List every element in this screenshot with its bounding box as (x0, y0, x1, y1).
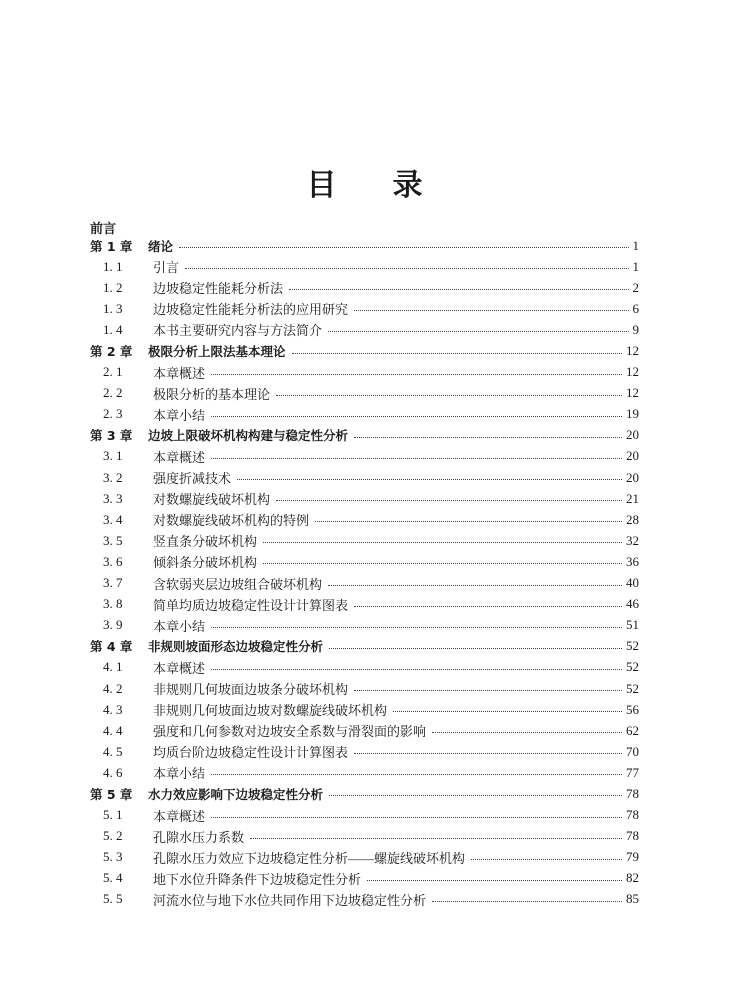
page-number: 78 (626, 785, 639, 801)
leader-dots (354, 606, 622, 607)
toc-section-entry[interactable] (90, 530, 639, 551)
toc-section-entry[interactable] (90, 657, 639, 678)
leader-dots (211, 817, 622, 818)
entry-number: 5. 3 (103, 849, 123, 865)
page-number: 20 (626, 469, 639, 485)
leader-dots (329, 648, 622, 649)
entry-number: 4. 2 (103, 680, 123, 696)
entry-title: 本章小结 (153, 618, 206, 634)
entry-number: 2. 3 (103, 406, 123, 422)
page-number: 78 (626, 807, 639, 823)
leader-dots (276, 500, 622, 501)
toc-section-entry[interactable] (90, 762, 639, 783)
toc-preface[interactable]: 前言 (90, 222, 117, 237)
leader-dots (354, 753, 622, 754)
leader-dots (237, 479, 622, 480)
entry-number: 3. 6 (103, 553, 123, 569)
leader-dots (185, 268, 628, 269)
entry-title: 本章概述 (153, 808, 206, 824)
leader-dots (179, 247, 628, 248)
toc-section-entry[interactable] (90, 826, 639, 847)
leader-dots (328, 331, 628, 332)
leader-dots (354, 310, 628, 311)
page-number: 1 (632, 258, 639, 274)
toc-chapter-entry[interactable] (90, 235, 639, 256)
leader-dots (211, 627, 622, 628)
page-number: 82 (626, 870, 639, 886)
toc-section-entry[interactable] (90, 720, 639, 741)
title-char: 录 (392, 169, 479, 202)
table-of-contents (90, 235, 639, 910)
entry-title: 对数螺旋线破坏机构的特例 (153, 513, 310, 529)
entry-number: 2. 1 (103, 364, 123, 380)
page-number: 21 (626, 490, 639, 506)
page-number: 28 (626, 511, 639, 527)
leader-dots (276, 395, 622, 396)
toc-chapter-entry[interactable] (90, 340, 639, 361)
page-number: 56 (626, 701, 639, 717)
leader-dots (263, 542, 622, 543)
page-number: 70 (626, 743, 639, 759)
toc-section-entry[interactable] (90, 868, 639, 889)
entry-title: 非规则几何坡面边坡对数螺旋线破坏机构 (153, 703, 388, 719)
entry-number: 1. 1 (103, 258, 123, 274)
toc-section-entry[interactable] (90, 699, 639, 720)
toc-section-entry[interactable] (90, 362, 639, 383)
entry-number: 2. 2 (103, 385, 123, 401)
toc-section-entry[interactable] (90, 573, 639, 594)
toc-section-entry[interactable] (90, 256, 639, 277)
leader-dots (432, 901, 622, 902)
entry-number: 3. 8 (103, 596, 123, 612)
toc-section-entry[interactable] (90, 467, 639, 488)
leader-dots (211, 669, 622, 670)
entry-title: 河流水位与地下水位共同作用下边坡稳定性分析 (153, 892, 427, 908)
page-number: 1 (632, 237, 639, 253)
entry-title: 极限分析上限法基本理论 (148, 344, 286, 360)
toc-chapter-entry[interactable] (90, 783, 639, 804)
entry-title: 引言 (153, 260, 180, 276)
toc-section-entry[interactable] (90, 551, 639, 572)
entry-title: 孔隙水压力效应下边坡稳定性分析——螺旋线破坏机构 (153, 850, 466, 866)
toc-section-entry[interactable] (90, 847, 639, 868)
leader-dots (211, 774, 622, 775)
entry-title: 边坡稳定性能耗分析法的应用研究 (153, 302, 349, 318)
entry-number: 5. 2 (103, 828, 123, 844)
entry-title: 本章小结 (153, 407, 206, 423)
leader-dots (393, 711, 622, 712)
entry-number: 3. 3 (103, 490, 123, 506)
leader-dots (329, 795, 622, 796)
page-number: 78 (626, 828, 639, 844)
entry-title: 竖直条分破坏机构 (153, 534, 258, 550)
title-char: 目 (306, 169, 393, 202)
entry-number: 4. 6 (103, 764, 123, 780)
entry-number: 3. 1 (103, 448, 123, 464)
toc-section-entry[interactable] (90, 488, 639, 509)
entry-title: 水力效应影响下边坡稳定性分析 (148, 786, 324, 802)
entry-title: 简单均质边坡稳定性设计计算图表 (153, 597, 349, 613)
entry-number: 第 2 章 (90, 344, 133, 360)
page-number: 20 (626, 448, 639, 464)
page-number: 52 (626, 659, 639, 675)
leader-dots (354, 690, 622, 691)
leader-dots (315, 521, 622, 522)
page-number: 79 (626, 849, 639, 865)
entry-number: 3. 5 (103, 532, 123, 548)
entry-title: 对数螺旋线破坏机构 (153, 492, 271, 508)
entry-title: 本章概述 (153, 449, 206, 465)
entry-title: 绪论 (148, 238, 174, 254)
entry-number: 1. 2 (103, 279, 123, 295)
entry-number: 5. 4 (103, 870, 123, 886)
entry-number: 4. 5 (103, 743, 123, 759)
entry-title: 边坡稳定性能耗分析法 (153, 281, 284, 297)
entry-title: 倾斜条分破坏机构 (153, 555, 258, 571)
page-number: 40 (626, 575, 639, 591)
toc-section-entry[interactable] (90, 678, 639, 699)
page-number: 19 (626, 406, 639, 422)
entry-title: 边坡上限破坏机构构建与稳定性分析 (148, 428, 349, 444)
toc-section-entry[interactable] (90, 741, 639, 762)
entry-title: 地下水位升降条件下边坡稳定性分析 (153, 871, 362, 887)
leader-dots (263, 563, 622, 564)
page-title (0, 160, 729, 204)
page-number: 85 (626, 891, 639, 907)
leader-dots (367, 880, 622, 881)
page-number: 12 (626, 343, 639, 359)
entry-number: 3. 2 (103, 469, 123, 485)
toc-section-entry[interactable] (90, 594, 639, 615)
page-number: 36 (626, 553, 639, 569)
toc-chapter-entry[interactable] (90, 425, 639, 446)
page-number: 51 (626, 617, 639, 633)
toc-section-entry[interactable] (90, 509, 639, 530)
leader-dots (250, 838, 622, 839)
entry-title: 强度折减技术 (153, 471, 232, 487)
entry-number: 3. 7 (103, 575, 123, 591)
entry-title: 非规则几何坡面边坡条分破坏机构 (153, 682, 349, 698)
leader-dots (354, 437, 622, 438)
toc-section-entry[interactable] (90, 383, 639, 404)
toc-section-entry[interactable] (90, 805, 639, 826)
entry-number: 第 5 章 (90, 786, 133, 802)
leader-dots (328, 585, 622, 586)
leader-dots (289, 289, 628, 290)
entry-number: 3. 4 (103, 511, 123, 527)
entry-title: 均质台阶边坡稳定性设计计算图表 (153, 745, 349, 761)
page-number: 46 (626, 596, 639, 612)
entry-number: 4. 1 (103, 659, 123, 675)
entry-number: 第 1 章 (90, 238, 133, 254)
entry-number: 5. 1 (103, 807, 123, 823)
entry-title: 非规则坡面形态边坡稳定性分析 (148, 639, 324, 655)
leader-dots (471, 859, 622, 860)
entry-title: 孔隙水压力系数 (153, 829, 245, 845)
page-number: 2 (632, 279, 639, 295)
page-number: 77 (626, 764, 639, 780)
page-number: 6 (632, 300, 639, 316)
entry-title: 本章概述 (153, 365, 206, 381)
page-number: 62 (626, 722, 639, 738)
entry-number: 4. 3 (103, 701, 123, 717)
leader-dots (211, 374, 622, 375)
entry-title: 本章小结 (153, 766, 206, 782)
toc-section-entry[interactable] (90, 277, 639, 298)
entry-number: 第 3 章 (90, 428, 133, 444)
page-number: 52 (626, 638, 639, 654)
toc-section-entry[interactable] (90, 615, 639, 636)
entry-title: 强度和几何参数对边坡安全系数与滑裂面的影响 (153, 724, 427, 740)
entry-title: 本书主要研究内容与方法简介 (153, 323, 323, 339)
toc-section-entry[interactable] (90, 298, 639, 319)
toc-section-entry[interactable] (90, 404, 639, 425)
page-number: 32 (626, 532, 639, 548)
entry-number: 1. 3 (103, 300, 123, 316)
toc-section-entry[interactable] (90, 889, 639, 910)
page-number: 12 (626, 364, 639, 380)
leader-dots (211, 458, 622, 459)
toc-chapter-entry[interactable] (90, 636, 639, 657)
page-number: 9 (632, 321, 639, 337)
entry-title: 极限分析的基本理论 (153, 386, 271, 402)
page-number: 52 (626, 680, 639, 696)
entry-title: 含软弱夹层边坡组合破坏机构 (153, 576, 323, 592)
toc-section-entry[interactable] (90, 319, 639, 340)
page-number: 12 (626, 385, 639, 401)
entry-number: 5. 5 (103, 891, 123, 907)
toc-section-entry[interactable] (90, 446, 639, 467)
page-number: 20 (626, 427, 639, 443)
entry-number: 3. 9 (103, 617, 123, 633)
entry-number: 4. 4 (103, 722, 123, 738)
entry-number: 1. 4 (103, 321, 123, 337)
entry-title: 本章概述 (153, 660, 206, 676)
entry-number: 第 4 章 (90, 639, 133, 655)
leader-dots (432, 732, 622, 733)
leader-dots (292, 353, 622, 354)
leader-dots (211, 416, 622, 417)
